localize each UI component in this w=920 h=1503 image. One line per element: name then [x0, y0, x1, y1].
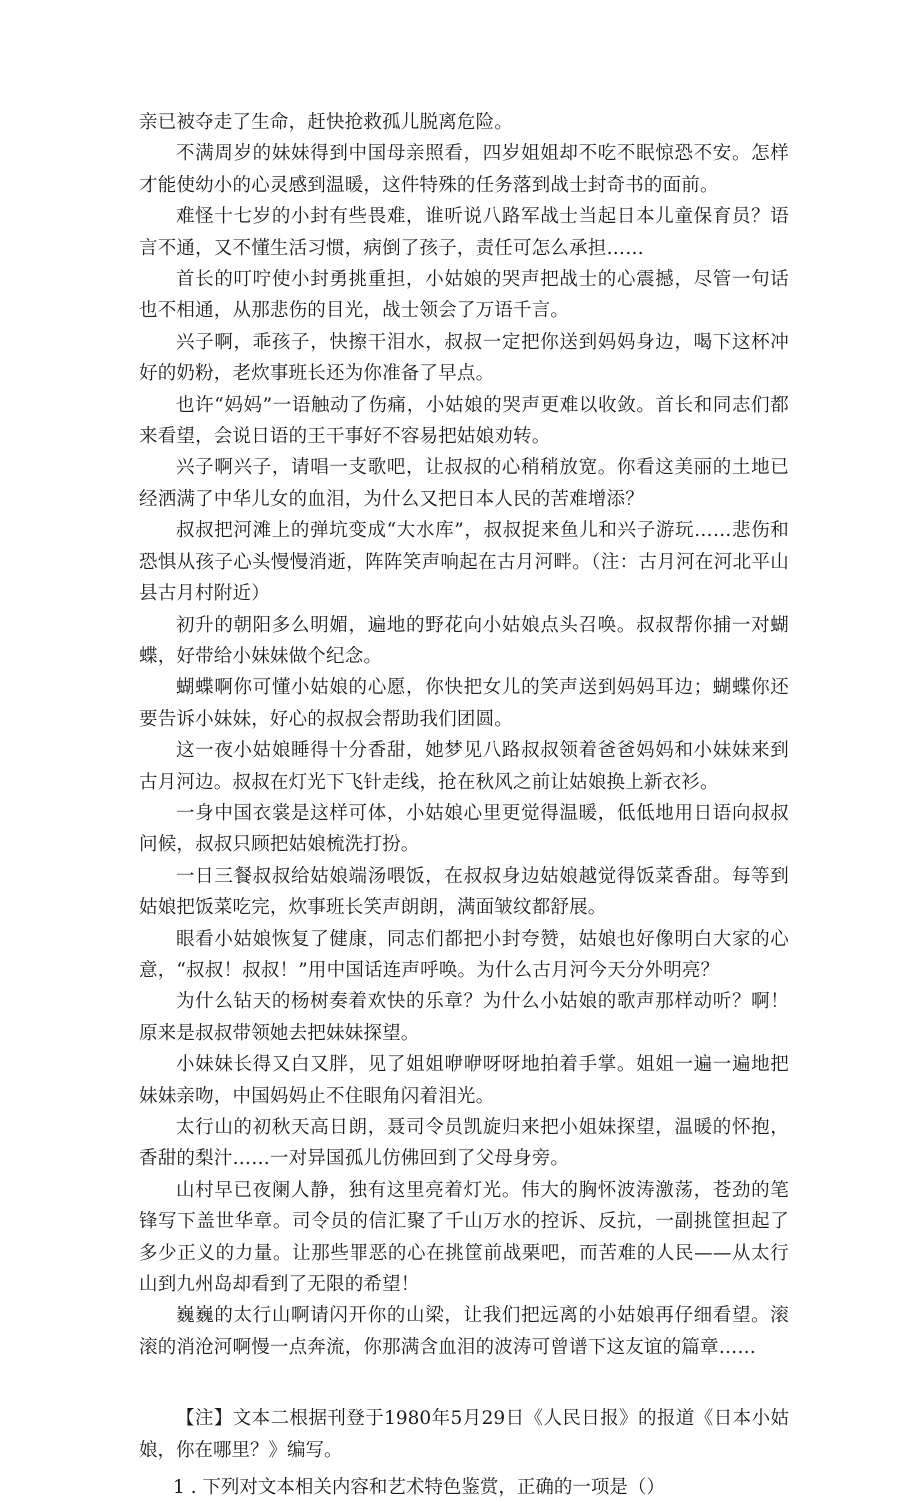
paragraph: 山村早已夜阑人静，独有这里亮着灯光。伟大的胸怀波涛激荡，苍劲的笔锋写下盖世华章。司令员的信汇聚了千山万水的控诉、反抗，一副挑筐担起了多少正义的力量。让那些罪恶的心在挑筐前战栗吧，而苦难的人民——从太行山到九州岛却看到了无限的希望！ — [139, 1179, 789, 1296]
paragraph: 兴子啊兴子，请唱一支歌吧，让叔叔的心稍稍放宽。你看这美丽的土地已经洒满了中华儿女的血泪，为什么又把日本人民的苦难增添？ — [139, 457, 789, 510]
paragraph: 兴子啊，乖孩子，快擦干泪水，叔叔一定把你送到妈妈身边，喝下这杯冲好的奶粉，老炊事班长还为你准备了早点。 — [139, 331, 789, 385]
paragraph: 首长的叮咛使小封勇挑重担，小姑娘的哭声把战士的心震撼，尽管一句话也不相通，从那悲伤的目光，战士领会了万语千言。 — [139, 269, 789, 322]
paragraph: 为什么钻天的杨树奏着欢快的乐章？为什么小姑娘的歌声那样动听？啊！原来是叔叔带领她去把妹妹探望。 — [139, 991, 789, 1044]
paragraph: 小妹妹长得又白又胖，见了姐姐咿咿呀呀地拍着手掌。姐姐一遍一遍地把妹妹亲吻，中国妈妈止不住眼角闪着泪光。 — [139, 1054, 789, 1107]
paragraph: 眼看小姑娘恢复了健康，同志们都把小封夸赞，姑娘也好像明白大家的心意，“叔叔！叔叔！”用中国话连声呼唤。为什么古月河今天分外明亮？ — [139, 928, 789, 981]
paragraph: 太行山的初秋天高日朗，聂司令员凯旋归来把小姐妹探望，温暖的怀抱，香甜的梨汁……一对异国孤儿仿佛回到了父母身旁。 — [139, 1117, 789, 1170]
paragraph: 也许“妈妈”一语触动了伤痛，小姑娘的哭声更难以收敛。首长和同志们都来看望，会说日语的王干事好不容易把姑娘劝转。 — [139, 394, 789, 448]
paragraph: 一身中国衣裳是这样可体，小姑娘心里更觉得温暖，低低地用日语向叔叔问候，叔叔只顾把姑娘梳洗打扮。 — [139, 802, 789, 856]
paragraph: 亲已被夺走了生命，赶快抢救孤儿脱离危险。 — [139, 112, 514, 133]
section-gap — [139, 1363, 789, 1403]
paragraph: 不满周岁的妹妹得到中国母亲照看，四岁姐姐却不吃不眠惊恐不安。怎样才能使幼小的心灵感到温暖，这件特殊的任务落到战士封奇书的面前。 — [139, 143, 789, 196]
paragraph: 难怪十七岁的小封有些畏难，谁听说八路军战士当起日本儿童保育员？语言不通，又不懂生活习惯，病倒了孩子，责任可怎么承担…… — [139, 206, 789, 259]
source-note: 【注】文本二根据刊登于1980年5月29日《人民日报》的报道《日本小姑娘，你在哪里？》编写。 — [139, 1408, 789, 1461]
paragraph: 叔叔把河滩上的弹坑变成“大水库”，叔叔捉来鱼儿和兴子游玩……悲伤和恐惧从孩子心头慢慢消逝，阵阵笑声响起在古月河畔。（注：古月河在河北平山县古月村附近） — [139, 520, 789, 605]
paragraph: 初升的朝阳多么明媚，遍地的野花向小姑娘点头召唤。叔叔帮你捕一对蝴蝶，好带给小妹妹做个纪念。 — [139, 614, 789, 667]
paragraph: 蝴蝶啊你可懂小姑娘的心愿，你快把女儿的笑声送到妈妈耳边；蝴蝶你还要告诉小妹妹，好心的叔叔会帮助我们团圆。 — [139, 677, 789, 730]
paragraph: 一日三餐叔叔给姑娘端汤喂饭，在叔叔身边姑娘越觉得饭菜香甜。每等到姑娘把饭菜吃完，炊事班长笑声朗朗，满面皱纹都舒展。 — [139, 865, 789, 919]
paragraph: 巍巍的太行山啊请闪开你的山梁，让我们把远离的小姑娘再仔细看望。滚滚的消沧河啊慢一点奔流，你那满含血泪的波涛可曾谱下这友谊的篇章…… — [139, 1305, 789, 1358]
question-1: 1 . 下列对文本相关内容和艺术特色鉴赏，正确的一项是（） — [173, 1477, 665, 1499]
paragraph: 这一夜小姑娘睡得十分香甜，她梦见八路叔叔领着爸爸妈妈和小妹妹来到古月河边。叔叔在灯光下飞针走线，抢在秋风之前让姑娘换上新衣衫。 — [139, 740, 789, 793]
document-page — [139, 107, 789, 1503]
poem-body — [139, 107, 789, 1363]
